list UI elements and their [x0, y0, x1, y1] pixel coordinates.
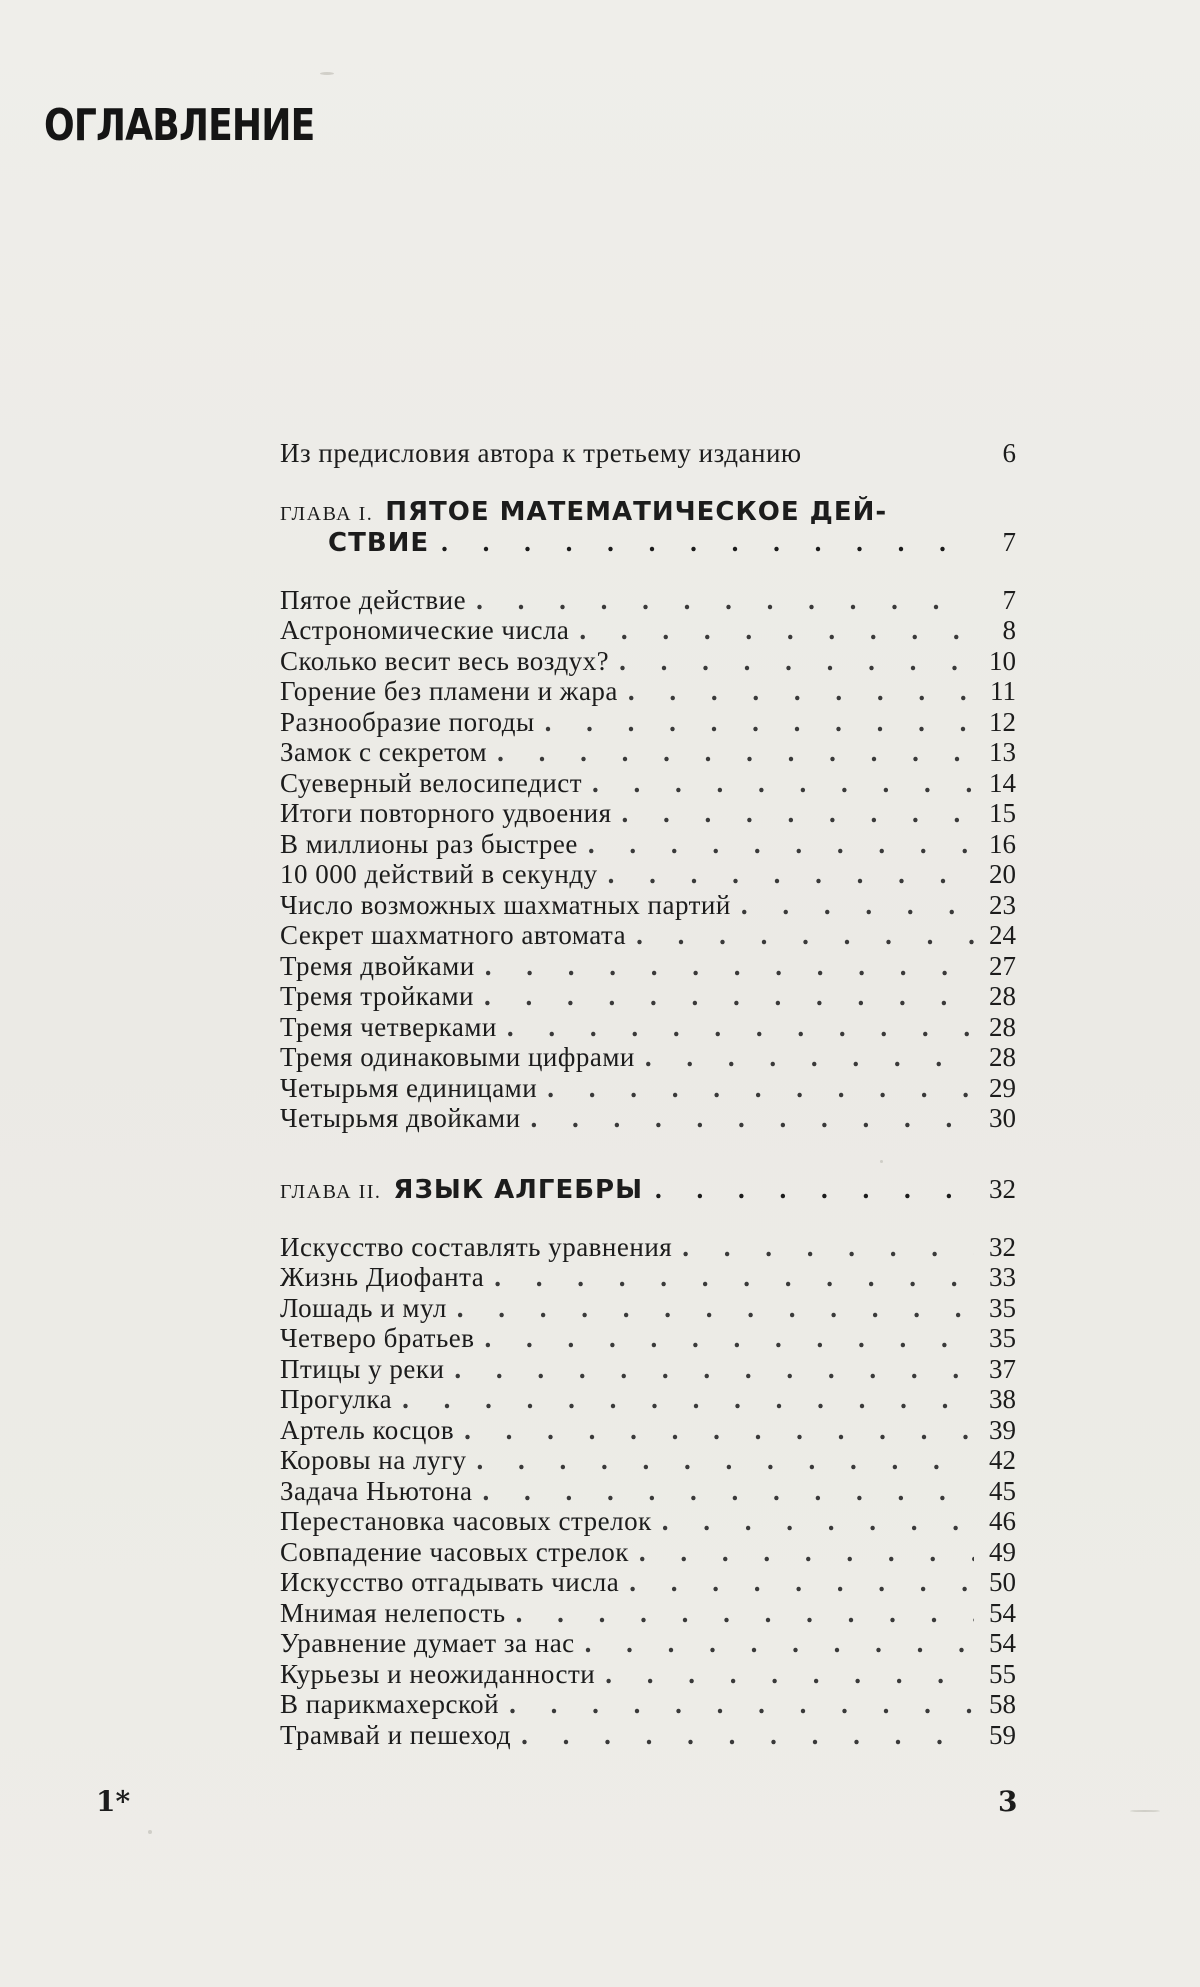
- entry-title: Четверо братьев: [280, 1323, 475, 1353]
- entry-page: 35: [989, 1323, 1016, 1353]
- entry-page: 14: [989, 767, 1016, 798]
- chapter-label: ГЛАВА II.: [280, 1180, 382, 1203]
- toc-entry[interactable]: [280, 829, 1016, 860]
- entry-title: Итоги повторного удвоения: [280, 798, 612, 828]
- leader-dots: [477, 1445, 974, 1476]
- entry-title: Искусство отгадывать числа: [280, 1567, 620, 1597]
- entry-page: 50: [989, 1567, 1016, 1597]
- entry-title: Пятое действие: [280, 584, 467, 615]
- entry-title: Задача Ньютона: [280, 1475, 473, 1506]
- toc-entry[interactable]: [280, 1598, 1016, 1629]
- toc-entry[interactable]: [280, 890, 1016, 921]
- leader-dots: [592, 768, 974, 799]
- entry-title: Перестановка часовых стрелок: [280, 1506, 652, 1536]
- leader-dots: [441, 527, 974, 557]
- chapter-label: ГЛАВА I.: [280, 502, 374, 525]
- toc-entry[interactable]: [280, 920, 1016, 951]
- toc-entry[interactable]: [280, 1012, 1016, 1043]
- leader-dots: [485, 951, 974, 982]
- toc-entry[interactable]: [280, 1476, 1016, 1507]
- leader-dots: [482, 1476, 974, 1507]
- leader-dots: [655, 1174, 974, 1204]
- toc-entry[interactable]: [280, 1720, 1016, 1751]
- paper-speck: [880, 1160, 883, 1163]
- chapter-page: 32: [989, 1173, 1016, 1204]
- entry-title: Из предисловия автора к третьему изданию: [280, 438, 802, 468]
- entry-title: Трамвай и пешеход: [280, 1719, 512, 1750]
- toc-entry[interactable]: [280, 1384, 1016, 1415]
- entry-title: Тремя четверками: [280, 1011, 497, 1042]
- toc-entry[interactable]: [280, 1293, 1016, 1324]
- leader-dots: [521, 1720, 974, 1751]
- entry-page: 16: [989, 828, 1016, 859]
- chapter-title: ПЯТОЕ МАТЕМАТИЧЕСКОЕ ДЕЙ-: [385, 496, 888, 527]
- toc-entry[interactable]: [280, 676, 1016, 707]
- entry-title: Астрономические числа: [280, 615, 570, 645]
- chapter-1-entries: [280, 585, 1016, 1134]
- leader-dots: [579, 615, 974, 646]
- leader-dots: [516, 1598, 974, 1629]
- entry-title: Жизнь Диофанта: [280, 1262, 485, 1292]
- leader-dots: [639, 1537, 974, 1568]
- entry-title: Лошадь и мул: [280, 1292, 447, 1323]
- entry-title: В миллионы раз быстрее: [280, 828, 578, 859]
- entry-title: Число возможных шахматных партий: [280, 889, 731, 920]
- leader-dots: [622, 798, 974, 829]
- entry-page: 28: [989, 1042, 1016, 1072]
- signature-mark: 1*: [96, 1785, 131, 1818]
- entry-page: 42: [989, 1445, 1016, 1475]
- entry-page: 20: [989, 859, 1016, 889]
- toc-entry[interactable]: [280, 859, 1016, 890]
- entry-page: 24: [989, 920, 1016, 950]
- table-of-contents: [280, 438, 1016, 1750]
- leader-dots: [547, 1073, 974, 1104]
- entry-page: 28: [989, 981, 1016, 1011]
- entry-page: 45: [989, 1475, 1016, 1506]
- leader-dots: [497, 737, 974, 768]
- entry-page: 59: [989, 1719, 1016, 1750]
- leader-dots: [619, 646, 974, 677]
- leader-dots: [545, 707, 974, 738]
- chapter-title: ЯЗЫК АЛГЕБРЫ: [393, 1174, 644, 1205]
- entry-page: 32: [989, 1231, 1016, 1262]
- entry-page: 10: [989, 645, 1016, 676]
- leader-dots: [507, 1012, 974, 1043]
- entry-title: Уравнение думает за нас: [280, 1628, 575, 1658]
- toc-entry[interactable]: [280, 1354, 1016, 1385]
- leader-dots: [485, 1323, 974, 1354]
- entry-page: 15: [989, 798, 1016, 828]
- entry-title: Замок с секретом: [280, 737, 488, 767]
- chapter-1-heading[interactable]: [280, 497, 1016, 557]
- toc-entry[interactable]: [280, 1415, 1016, 1446]
- leader-dots: [509, 1689, 974, 1720]
- entry-page: 38: [989, 1384, 1016, 1414]
- entry-title: В парикмахерской: [280, 1689, 500, 1719]
- entry-page: 7: [1002, 584, 1016, 615]
- toc-entry[interactable]: [280, 1103, 1016, 1134]
- entry-page: 6: [1002, 438, 1016, 468]
- chapter-1: [280, 497, 1016, 1134]
- leader-dots: [636, 920, 974, 951]
- toc-entry[interactable]: [280, 646, 1016, 677]
- entry-page: 12: [989, 706, 1016, 737]
- toc-entry[interactable]: [280, 951, 1016, 982]
- entry-title: Коровы на лугу: [280, 1445, 467, 1475]
- entry-title: Сколько весит весь воздух?: [280, 645, 610, 676]
- entry-title: Тремя двойками: [280, 950, 475, 981]
- page-heading: ОГЛАВЛЕНИЕ: [44, 100, 315, 151]
- toc-entry[interactable]: [280, 585, 1016, 616]
- entry-title: Суеверный велосипедист: [280, 767, 583, 798]
- preface-entry[interactable]: [280, 438, 1016, 469]
- leader-dots: [605, 1659, 974, 1690]
- entry-title: Разнообразие погоды: [280, 706, 535, 737]
- toc-entry[interactable]: [280, 1073, 1016, 1104]
- leader-dots: [645, 1042, 974, 1073]
- entry-page: 54: [989, 1628, 1016, 1658]
- chapter-2-entries: [280, 1232, 1016, 1751]
- leader-dots: [588, 829, 974, 860]
- leader-dots: [608, 859, 974, 890]
- entry-title: Секрет шахматного автомата: [280, 920, 627, 950]
- entry-page: 33: [989, 1262, 1016, 1292]
- entry-page: 27: [989, 950, 1016, 981]
- entry-title: Горение без пламени и жара: [280, 676, 618, 706]
- entry-page: 23: [989, 889, 1016, 920]
- entry-page: 49: [989, 1536, 1016, 1567]
- entry-page: 35: [989, 1292, 1016, 1323]
- leader-dots: [531, 1103, 974, 1134]
- leader-dots: [464, 1415, 974, 1446]
- entry-title: Артель косцов: [280, 1414, 455, 1445]
- entry-page: 46: [989, 1506, 1016, 1536]
- leader-dots: [402, 1384, 974, 1415]
- toc-entry[interactable]: [280, 737, 1016, 768]
- toc-entry[interactable]: [280, 615, 1016, 646]
- entry-page: 58: [989, 1689, 1016, 1719]
- chapter-2-heading[interactable]: [280, 1174, 1016, 1204]
- toc-entry[interactable]: [280, 1659, 1016, 1690]
- toc-entry[interactable]: [280, 981, 1016, 1012]
- toc-entry[interactable]: [280, 707, 1016, 738]
- leader-dots: [585, 1628, 974, 1659]
- entry-page: 11: [990, 676, 1016, 706]
- entry-title: Птицы у реки: [280, 1353, 445, 1384]
- leader-dots: [662, 1506, 974, 1537]
- entry-title: 10 000 действий в секунду: [280, 859, 598, 889]
- paper-speck: [320, 72, 334, 75]
- toc-entry[interactable]: [280, 1506, 1016, 1537]
- entry-page: 30: [989, 1103, 1016, 1133]
- leader-dots: [457, 1293, 974, 1324]
- toc-entry[interactable]: [280, 1232, 1016, 1263]
- toc-entry[interactable]: [280, 798, 1016, 829]
- toc-entry[interactable]: [280, 1323, 1016, 1354]
- entry-title: Прогулка: [280, 1384, 393, 1414]
- chapter-page: 7: [1002, 526, 1016, 557]
- leader-dots: [454, 1354, 974, 1385]
- entry-page: 28: [989, 1011, 1016, 1042]
- entry-title: Совпадение часовых стрелок: [280, 1536, 629, 1567]
- entry-page: 29: [989, 1072, 1016, 1103]
- toc-entry[interactable]: [280, 1628, 1016, 1659]
- leader-dots: [682, 1232, 974, 1263]
- entry-page: 8: [1002, 615, 1016, 645]
- toc-entry[interactable]: [280, 1689, 1016, 1720]
- chapter-2: [280, 1174, 1016, 1751]
- entry-page: 55: [989, 1658, 1016, 1689]
- toc-entry[interactable]: [280, 1042, 1016, 1073]
- entry-title: Четырьмя единицами: [280, 1072, 538, 1103]
- entry-page: 39: [989, 1414, 1016, 1445]
- chapter-title-continued: СТВИЕ: [328, 527, 430, 558]
- leader-dots: [484, 981, 974, 1012]
- entry-title: Мнимая нелепость: [280, 1597, 506, 1628]
- entry-title: Тремя одинаковыми цифрами: [280, 1042, 635, 1072]
- leader-dots: [629, 1567, 974, 1598]
- leader-dots: [628, 676, 974, 707]
- entry-page: 54: [989, 1597, 1016, 1628]
- toc-entry[interactable]: [280, 1537, 1016, 1568]
- entry-title: Искусство составлять уравнения: [280, 1231, 673, 1262]
- chapter-spacer: [280, 1134, 1016, 1174]
- entry-page: 37: [989, 1353, 1016, 1384]
- entry-title: Тремя тройками: [280, 981, 475, 1011]
- entry-title: Четырьмя двойками: [280, 1103, 521, 1133]
- entry-title: Курьезы и неожиданности: [280, 1658, 596, 1689]
- leader-dots: [741, 890, 974, 921]
- page-number: 3: [998, 1785, 1018, 1818]
- leader-dots: [476, 585, 974, 616]
- toc-entry[interactable]: [280, 1445, 1016, 1476]
- toc-entry[interactable]: [280, 1262, 1016, 1293]
- toc-entry[interactable]: [280, 1567, 1016, 1598]
- toc-entry[interactable]: [280, 768, 1016, 799]
- paper-speck: [148, 1830, 152, 1834]
- entry-page: 13: [989, 737, 1016, 767]
- leader-dots: [494, 1262, 974, 1293]
- paper-speck: [1130, 1810, 1160, 1812]
